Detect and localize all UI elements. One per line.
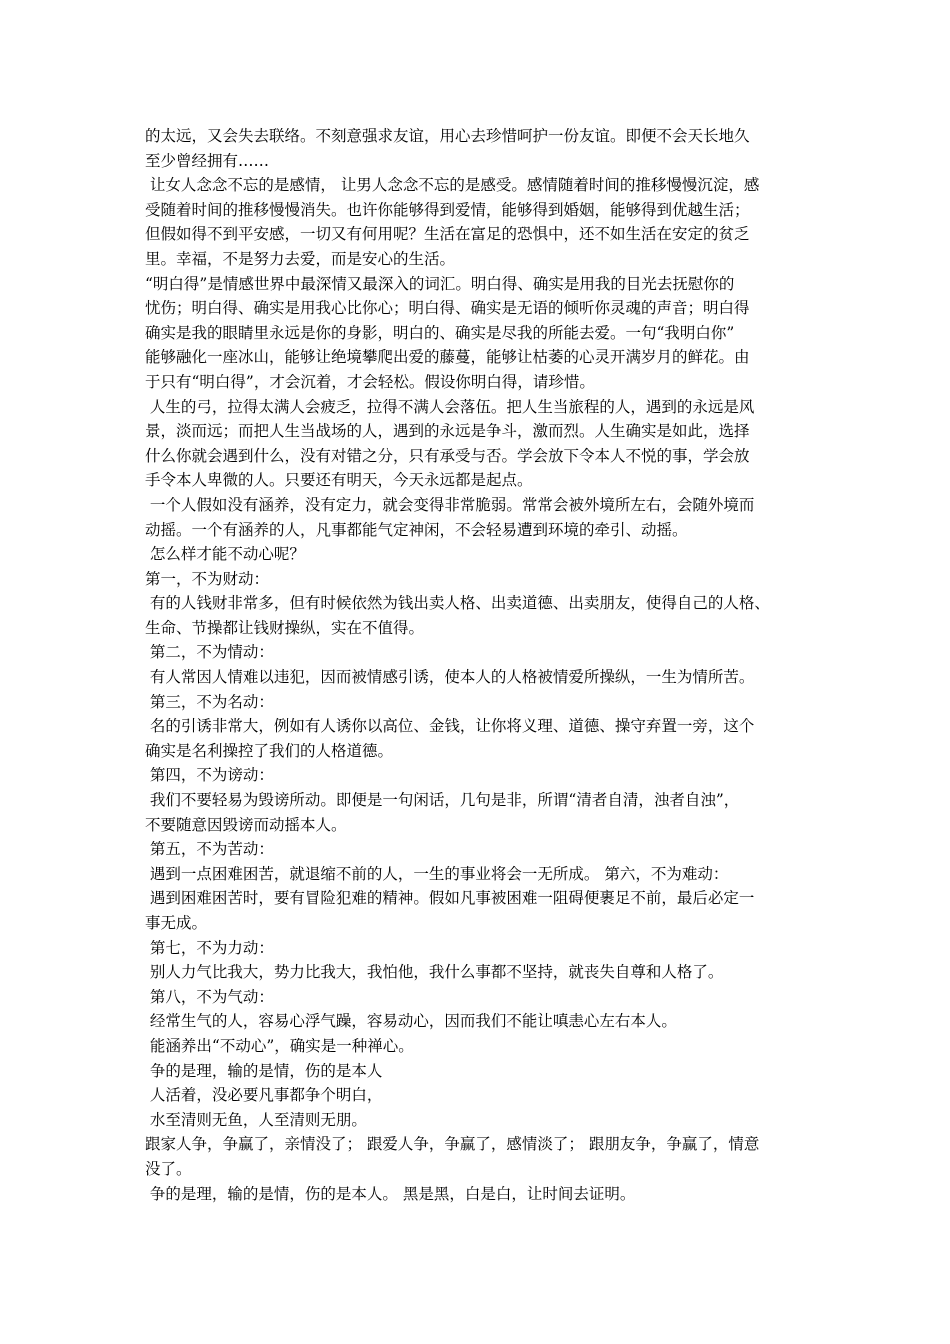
text-line: 生命、节操都让钱财操纵，实在不值得。: [145, 618, 425, 637]
text-line: 第八，不为气动：: [145, 987, 274, 1006]
text-line: “明白得”是情感世界中最深情又最深入的词汇。明白得、确实是用我的目光去抚慰你的: [145, 274, 735, 293]
text-line: 手令本人卑微的人。只要还有明天，今天永远都是起点。: [145, 471, 533, 490]
text-line: 第四，不为谤动：: [145, 766, 274, 785]
text-line: 里。幸福，不是努力去爱，而是安心的生活。: [145, 249, 456, 268]
text-line: 人生的弓，拉得太满人会疲乏，拉得不满人会落伍。把人生当旅程的人，遇到的永远是风: [145, 397, 755, 416]
text-line: 忧伤；明白得、确实是用我心比你心；明白得、确实是无语的倾听你灵魂的声音；明白得: [145, 299, 750, 318]
text-line: 争的是理，输的是情，伤的是本人。 黑是黑，白是白，让时间去证明。: [145, 1184, 636, 1203]
text-line: 怎么样才能不动心呢？: [145, 545, 305, 564]
text-line: 确实是名利操控了我们的人格道德。: [145, 741, 394, 760]
text-line: 景，淡而远；而把人生当战场的人，遇到的永远是争斗，激而烈。人生确实是如此，选择: [145, 422, 750, 441]
text-line: 至少曾经拥有……: [145, 151, 270, 170]
text-line: 遇到困难困苦时，要有冒险犯难的精神。假如凡事被困难一阻碍便裹足不前，最后必定一: [145, 889, 755, 908]
text-line: 人活着，没必要凡事都争个明白，: [145, 1086, 383, 1105]
text-line: 但假如得不到平安感，一切又有何用呢？生活在富足的恐惧中，还不如生活在安定的贫乏: [145, 225, 750, 244]
text-line: 跟家人争，争赢了，亲情没了； 跟爱人争，争赢了，感情淡了； 跟朋友争，争赢了，情意: [145, 1135, 760, 1154]
text-line: 不要随意因毁谤而动摇本人。: [145, 815, 347, 834]
text-line: 动摇。一个有涵养的人，凡事都能气定神闲，不会轻易遭到环境的牵引、动摇。: [145, 520, 688, 539]
text-line: 让女人念念不忘的是感情， 让男人念念不忘的是感受。感情随着时间的推移慢慢沉淀，感: [145, 176, 760, 195]
text-line: 名的引诱非常大，例如有人诱你以高位、金钱，让你将义理、道德、操守弃置一旁，这个: [145, 717, 755, 736]
text-line: 事无成。: [145, 914, 208, 932]
text-line: 受随着时间的推移慢慢消失。也许你能够得到爱情，能够得到婚姻，能够得到优越生活；: [145, 200, 750, 219]
text-line: 没了。: [145, 1159, 192, 1178]
text-line: 能够融化一座冰山，能够让绝境攀爬出爱的藤蔓，能够让枯萎的心灵开满岁月的鲜花。由: [145, 348, 750, 367]
text-line: 能涵养出“不动心”，确实是一种禅心。: [145, 1036, 414, 1055]
text-line: 于只有“明白得”，才会沉着，才会轻松。假设你明白得，请珍惜。: [145, 372, 595, 391]
text-line: 我们不要轻易为毁谤所动。即便是一句闲话，几句是非，所谓“清者自清，浊者自浊”，: [145, 791, 740, 810]
text-line: 什么你就会遇到什么，没有对错之分，只有承受与否。学会放下令本人不悦的事，学会放: [145, 446, 750, 465]
document-body: [145, 124, 825, 1206]
text-line: 一个人假如没有涵养，没有定力，就会变得非常脆弱。常常会被外境所左右，会随外境而: [145, 495, 755, 514]
text-line: 别人力气比我大，势力比我大，我怕他，我什么事都不坚持，就丧失自尊和人格了。: [145, 963, 724, 982]
text-line: 第一，不为财动：: [145, 569, 270, 588]
text-line: 第五，不为苦动：: [145, 840, 274, 859]
text-line: 遇到一点困难困苦，就退缩不前的人，一生的事业将会一无所成。 第六，不为难动：: [145, 864, 729, 883]
text-line: 有人常因人情难以违犯，因而被情感引诱，使本人的人格被情爱所操纵，一生为情所苦。: [145, 668, 755, 687]
text-line: 第三，不为名动：: [145, 692, 274, 711]
text-line: 水至清则无鱼，人至清则无朋。: [145, 1110, 367, 1129]
text-line: 争的是理，输的是情，伤的是本人: [145, 1061, 383, 1080]
text-line: 确实是我的眼睛里永远是你的身影，明白的、确实是尽我的所能去爱。一句“我明白你”: [145, 323, 735, 342]
text-line: 有的人钱财非常多，但有时候依然为钱出卖人格、出卖道德、出卖朋友，使得自己的人格、: [145, 594, 770, 613]
text-line: 第二，不为情动：: [145, 643, 274, 662]
text-line: 的太远，又会失去联络。不刻意强求友谊，用心去珍惜呵护一份友谊。即便不会天长地久: [145, 127, 750, 145]
text-line: 经常生气的人，容易心浮气躁，容易动心，因而我们不能让嗔恚心左右本人。: [145, 1012, 677, 1031]
text-line: 第七，不为力动：: [145, 938, 274, 957]
